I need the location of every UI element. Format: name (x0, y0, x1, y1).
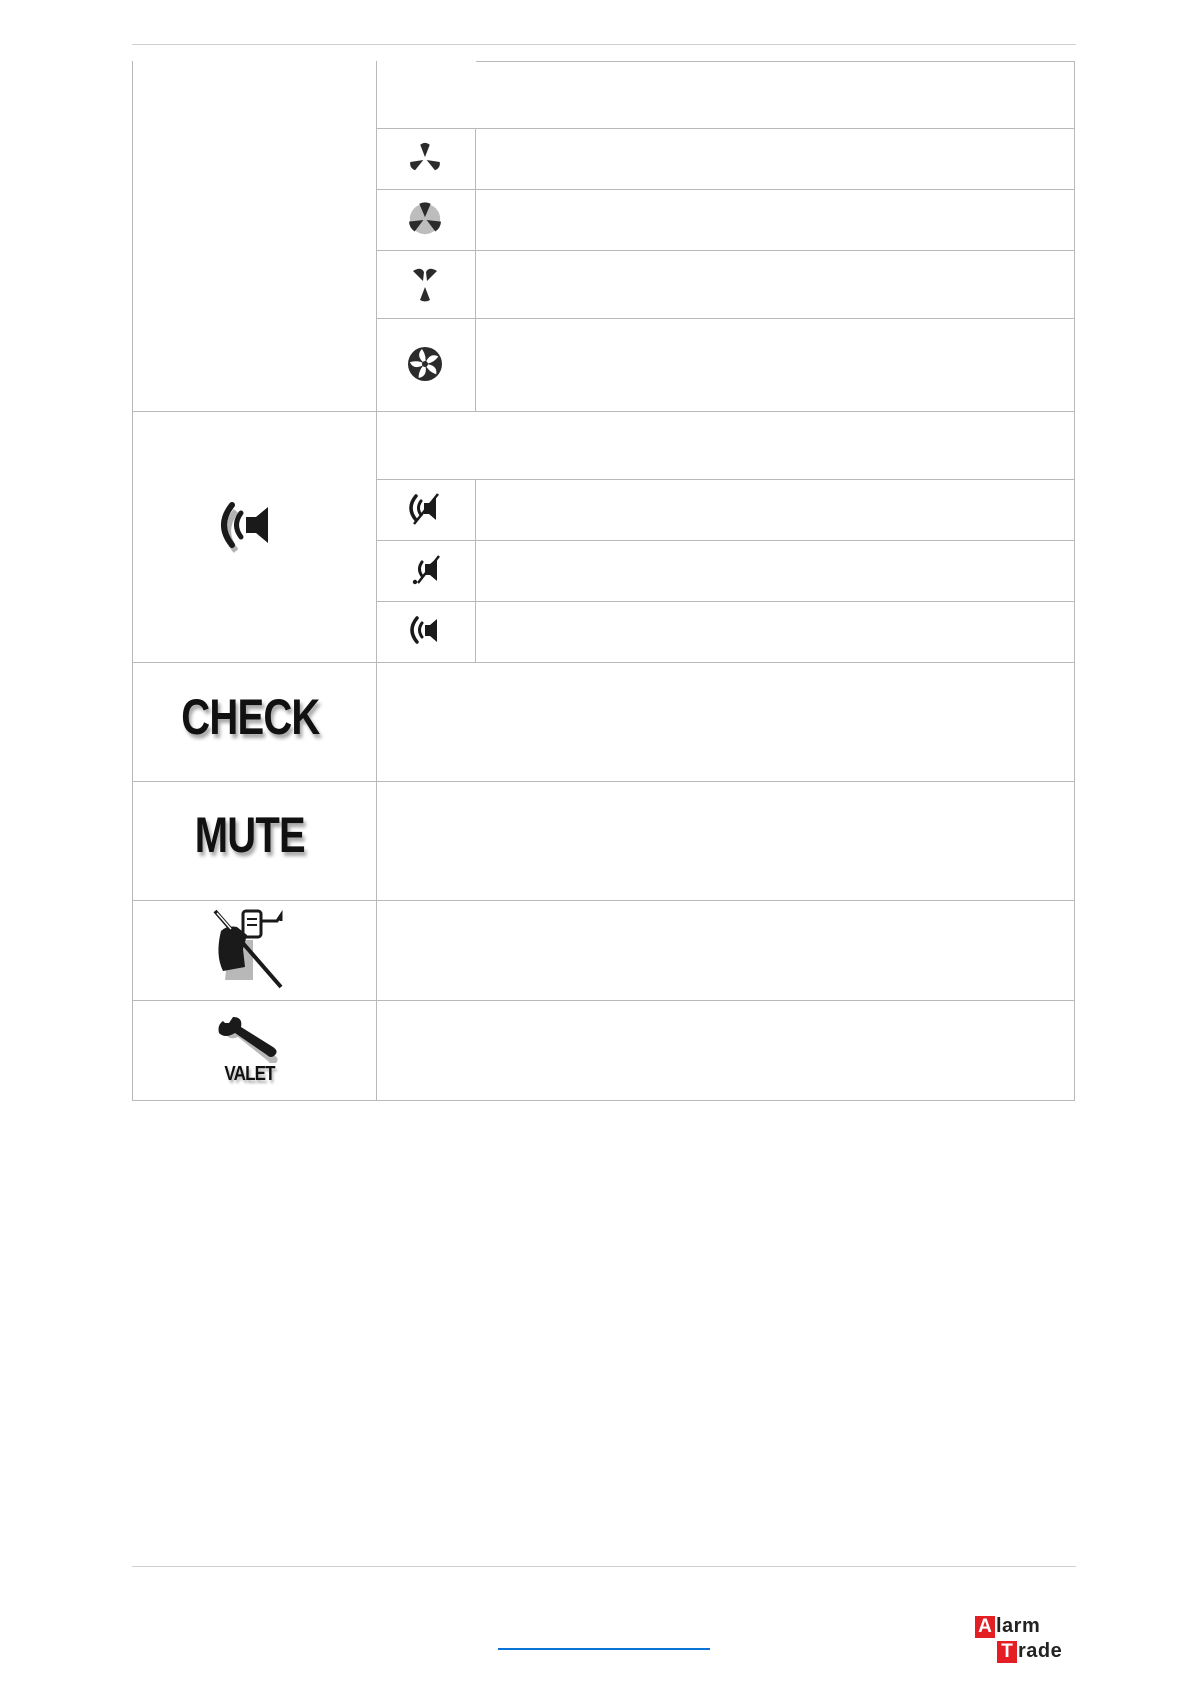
row-line (132, 411, 1075, 412)
fan-3-blade-icon (398, 259, 452, 309)
row-line (132, 662, 1075, 663)
row-line (376, 250, 1075, 251)
subtable-divider-1 (475, 128, 476, 411)
row-line (132, 900, 1075, 901)
table-border-left (132, 61, 133, 1100)
row-line (376, 318, 1075, 319)
footer-link-underline[interactable] (498, 1648, 710, 1650)
speaker-on-icon (398, 607, 452, 657)
valet-block: VALET (190, 1006, 310, 1096)
row-line (376, 479, 1075, 480)
mute-label: MUTE (194, 807, 306, 863)
header-rule (132, 44, 1076, 45)
alarm-trade-logo (975, 1615, 1075, 1665)
fuel-pump-crossed-icon (205, 904, 295, 996)
table-column-divider (376, 61, 377, 1100)
speaker-off-icon (398, 485, 452, 535)
row-line (376, 189, 1075, 190)
footer-rule (132, 1566, 1076, 1567)
fan-2-blade-icon (398, 196, 452, 242)
logo-top-row (975, 1615, 1040, 1638)
speaker-icon (200, 490, 300, 570)
logo-word-larm: larm (996, 1615, 1041, 1637)
logo-letter-t: T (997, 1641, 1017, 1663)
check-label: CHECK (180, 689, 320, 745)
row-line (132, 781, 1075, 782)
row-line (132, 1000, 1075, 1001)
row-line (376, 540, 1075, 541)
logo-word-rade: rade (1018, 1640, 1063, 1662)
table-top-edge (476, 61, 1075, 62)
wrench-icon (215, 1017, 285, 1063)
speaker-low-icon (398, 546, 452, 596)
logo-letter-a: A (975, 1616, 995, 1638)
row-line (376, 601, 1075, 602)
logo-bottom-row (997, 1640, 1062, 1663)
subtable-divider-2 (475, 479, 476, 662)
row-line (376, 128, 1075, 129)
fan-1-blade-icon (398, 136, 452, 182)
fan-full-icon (398, 330, 452, 398)
table-border-right (1074, 61, 1075, 1100)
table-bottom-edge (132, 1100, 1075, 1101)
